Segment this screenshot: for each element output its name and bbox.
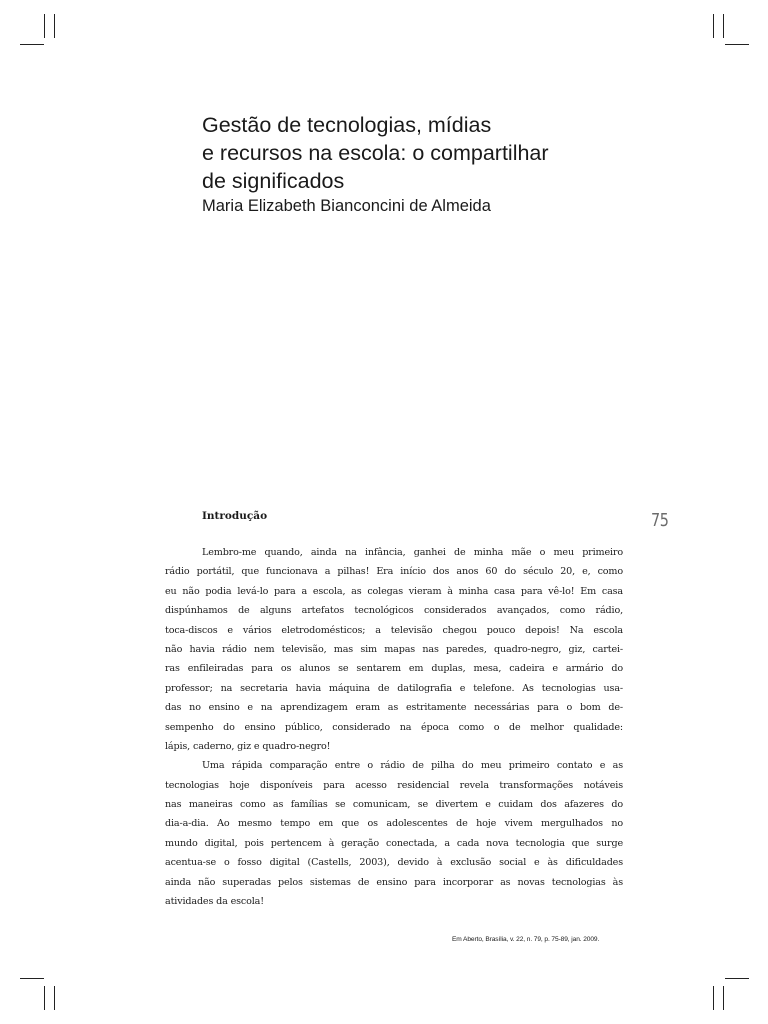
text-line: Lembro-me quando, ainda na infância, ganhei de minha mãe o meu primeiro [202,547,623,558]
text-line: tecnologias hoje disponíveis para acesso residencial revela transformações notáveis [165,779,623,791]
text-line: das no ensino e na aprendizagem eram as estritamente necessárias para o bom de- [165,702,623,714]
text-line: professor; na secretaria havia máquina de datilografia e telefone. As tecnologias usa- [165,682,623,694]
article-title-line: Gestão de tecnologias, mídias [202,113,492,137]
text-line: atividades da escola! [165,896,264,908]
text-line: rádio portátil, que funcionava a pilhas! Era início dos anos 60 do século 20, e, como [165,566,623,578]
paragraph [165,756,623,911]
crop-mark [725,44,749,45]
text-line: toca-discos e vários eletrodomésticos; a televisão chegou pouco depois! Na escola [165,624,623,636]
crop-mark [44,14,45,38]
text-line: nas maneiras como as famílias se comunicam, se divertem e cuidam dos afazeres do [165,799,623,811]
article-body [165,543,623,911]
article-author: Maria Elizabeth Bianconcini de Almeida [202,197,491,215]
crop-mark [20,44,44,45]
crop-mark [713,986,714,1010]
crop-mark [44,986,45,1010]
text-line: dispúnhamos de alguns artefatos tecnológicos considerados avançados, como rádio, [165,605,623,617]
article-header [202,111,662,217]
text-line: dia-a-dia. Ao mesmo tempo em que os adolescentes de hoje vivem mergulhados no [165,818,623,830]
text-line: Uma rápida comparação entre o rádio de pilha do meu primeiro contato e as [202,760,623,772]
paragraph [165,543,623,756]
article-title-line: de significados [202,169,345,193]
text-line: ainda não superadas pelos sistemas de ensino para incorporar as novas tecnologias às [165,876,623,888]
text-line: mundo digital, pois pertencem à geração conectada, a cada nova tecnologia que surge [165,837,623,849]
text-line: ras enfileiradas para os alunos se sentarem em duplas, mesa, cadeira e armário do [165,663,623,675]
text-line: não havia rádio nem televisão, mas sim mapas nas paredes, quadro-negro, giz, cartei- [165,643,623,655]
crop-mark [54,986,55,1010]
text-line: acentua-se o fosso digital (Castells, 2003), devido à exclusão social e às dificuldades [165,857,623,869]
crop-mark [723,986,724,1010]
crop-mark [723,14,724,38]
text-line: eu não podia levá-lo para a escola, as colegas vieram à minha casa para vê-lo! Em casa [165,585,623,597]
text-line: sempenho do ensino público, considerado na época como o de melhor qualidade: [165,721,623,733]
page-number: 75 [651,510,669,531]
crop-mark [725,978,749,979]
text-line: lápis, caderno, giz e quadro-negro! [165,740,331,752]
crop-mark [713,14,714,38]
crop-mark [54,14,55,38]
article-title-line: e recursos na escola: o compartilhar [202,141,549,165]
section-heading: Introdução [202,510,268,522]
crop-mark [20,978,44,979]
journal-citation: Em Aberto, Brasília, v. 22, n. 79, p. 75-89, jan. 2009. [452,936,600,943]
